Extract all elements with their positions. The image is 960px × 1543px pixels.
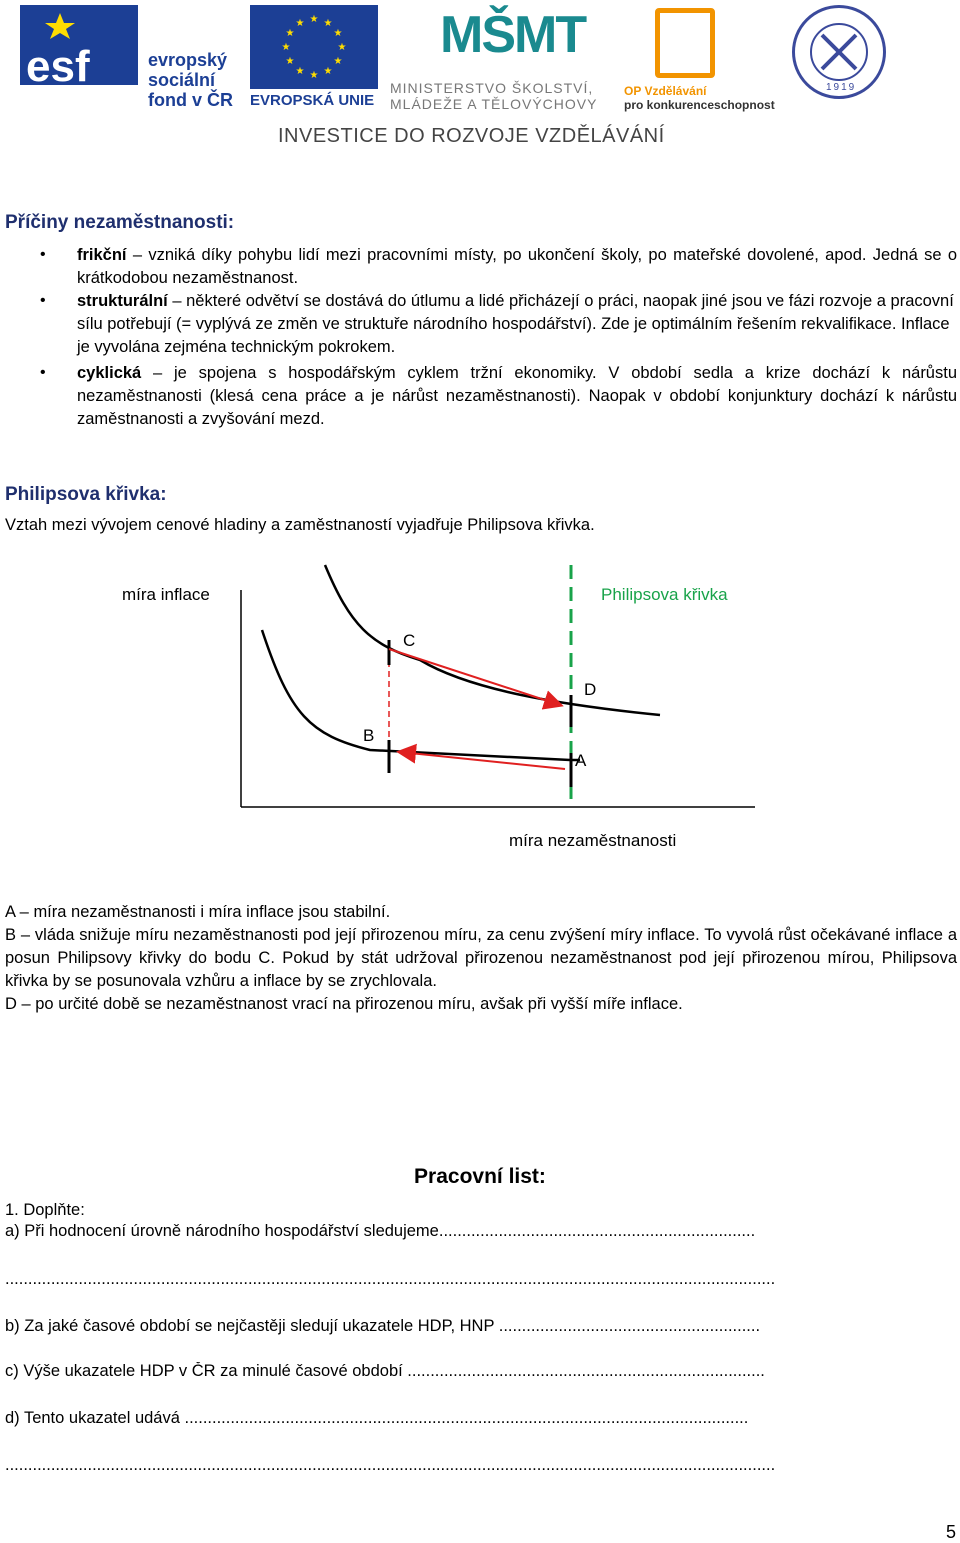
- worksheet-line-b[interactable]: b) Za jaké časové období se nejčastěji sledují ukazatele HDP, HNP .........................................................: [5, 1317, 761, 1335]
- x-axis-label: míra nezaměstnanosti: [509, 831, 677, 850]
- seal-inner-ring: [810, 23, 868, 81]
- svg-text:★: ★: [323, 66, 333, 77]
- worksheet-task: 1. Doplňte:: [5, 1201, 85, 1219]
- causes-title: Příčiny nezaměstnanosti:: [5, 212, 235, 233]
- page-number: 5: [945, 1522, 956, 1542]
- esf-line-3: fond v ČR: [148, 90, 233, 110]
- explanation-d: D – po určité době se nezaměstnanost vrací na přirozenou míru, avšak při vyšší míře inflace.: [5, 995, 683, 1013]
- svg-text:★: ★: [285, 28, 295, 39]
- svg-text:★: ★: [333, 28, 343, 39]
- svg-text:★: ★: [309, 70, 319, 81]
- point-d-label: D: [584, 680, 597, 699]
- phillips-intro: Vztah mezi vývojem cenové hladiny a zaměstnaností vyjadřuje Philipsova křivka.: [5, 516, 595, 534]
- svg-text:esf: esf: [26, 42, 90, 85]
- bullet-icon: •: [40, 364, 46, 381]
- investment-banner: INVESTICE DO ROZVOJE VZDĚLÁVÁNÍ: [278, 125, 665, 147]
- header-logos: [0, 0, 960, 160]
- point-a-label: A: [575, 751, 587, 770]
- svg-text:★: ★: [285, 56, 295, 67]
- eu-flag: [250, 5, 378, 89]
- worksheet-line-c[interactable]: c) Výše ukazatele HDP v ČR za minulé časové období ..............................................................................: [5, 1362, 765, 1380]
- msmt-logo-text: [390, 80, 597, 112]
- phillips-title: Philipsova křivka:: [5, 484, 167, 505]
- msmt-line-2: MLÁDEŽE A TĚLOVÝCHOVY: [390, 96, 598, 112]
- esf-logo-graphic: [20, 5, 138, 85]
- svg-text:★: ★: [333, 56, 343, 67]
- svg-text:★: ★: [295, 18, 305, 29]
- cause-term: frikční: [77, 246, 127, 264]
- op-logo-mark: [655, 8, 715, 78]
- phillips-line-label: Philipsova křivka: [601, 585, 728, 604]
- y-axis-label: míra inflace: [122, 585, 210, 604]
- svg-text:★: ★: [281, 42, 291, 53]
- worksheet-line-d[interactable]: d) Tento ukazatel udává ...........................................................................................................................: [5, 1409, 749, 1427]
- esf-line-1: evropský: [148, 50, 228, 70]
- esf-line-2: sociální: [148, 70, 216, 90]
- esf-logo-text: [148, 50, 233, 110]
- msmt-logo-mark: MŠMT: [440, 6, 586, 64]
- eu-logo-text: EVROPSKÁ UNIE: [250, 92, 375, 109]
- svg-text:★: ★: [337, 42, 347, 53]
- worksheet-line-a2[interactable]: ........................................................................................................................................................................: [5, 1270, 776, 1288]
- worksheet-line-a[interactable]: a) Při hodnocení úrovně národního hospodářství sledujeme.....................................................................: [5, 1222, 756, 1240]
- op-line-2: pro konkurenceschopnost: [624, 98, 775, 112]
- svg-text:★: ★: [309, 14, 319, 25]
- bullet-icon: •: [40, 246, 46, 263]
- cause-term: cyklická: [77, 364, 142, 382]
- explanation-a: A – míra nezaměstnanosti i míra inflace jsou stabilní.: [5, 903, 391, 921]
- cause-term: strukturální: [77, 292, 168, 310]
- crossed-tools-icon: [812, 25, 866, 79]
- cause-text: – vzniká díky pohybu lidí mezi pracovními místy, po ukončení školy, po mateřské dovolené, apod. Jedná se o krátkodobou nezaměstnanost.: [77, 246, 957, 287]
- cause-item-frictional: [77, 244, 957, 290]
- cause-text: – některé odvětví se dostává do útlumu a lidé přicházejí o práci, naopak jiné jsou ve fázi rozvoje a pracovní sílu potřebují (= vyplývá ze změn ve struktuře národního hospodářství). Zde je optimálním řešením rekvalifikace. Inflace je vyvolána zejména technickým pokrokem.: [77, 292, 954, 356]
- arrow-c-to-d: [389, 649, 560, 705]
- explanation-b: B – vláda snižuje míru nezaměstnanosti pod její přirozenou míru, za cenu zvýšení míry inflace. To vyvolá růst očekávané inflace a posun Philipsovy křivky do bodu C. Pokud by stát udržoval přirozenou nezaměstnanost pod její přirozenou mírou, Philipsova křivka by se posunovala vzhůru a inflace by se zrychlovala.: [5, 926, 957, 990]
- seal-year: 1919: [826, 82, 857, 93]
- phillips-chart: [0, 555, 960, 855]
- esf-logo: [20, 5, 138, 85]
- svg-text:★: ★: [323, 18, 333, 29]
- op-line-1: OP Vzdělávání: [624, 84, 707, 98]
- eu-stars-icon: [250, 5, 378, 89]
- bullet-icon: •: [40, 292, 46, 309]
- cause-text: – je spojena s hospodářským cyklem tržní ekonomiky. V období sedla a krize dochází k nárůstu nezaměstnanosti (klesá cena práce a je nárůst nezaměstnanosti). Naopak v období konjunktury dochází k nárůstu zaměstnanosti a zvyšování mezd.: [77, 364, 957, 428]
- cause-item-cyclical: [77, 362, 957, 431]
- op-logo-text: [624, 84, 775, 112]
- explanation: [5, 901, 957, 1016]
- msmt-line-1: MINISTERSTVO ŠKOLSTVÍ,: [390, 80, 594, 96]
- point-c-label: C: [403, 631, 416, 650]
- worksheet-title: Pracovní list:: [414, 1165, 546, 1188]
- cause-item-structural: [77, 290, 957, 359]
- svg-text:★: ★: [295, 66, 305, 77]
- point-b-label: B: [363, 726, 375, 745]
- worksheet-line-d2[interactable]: ........................................................................................................................................................................: [5, 1456, 776, 1474]
